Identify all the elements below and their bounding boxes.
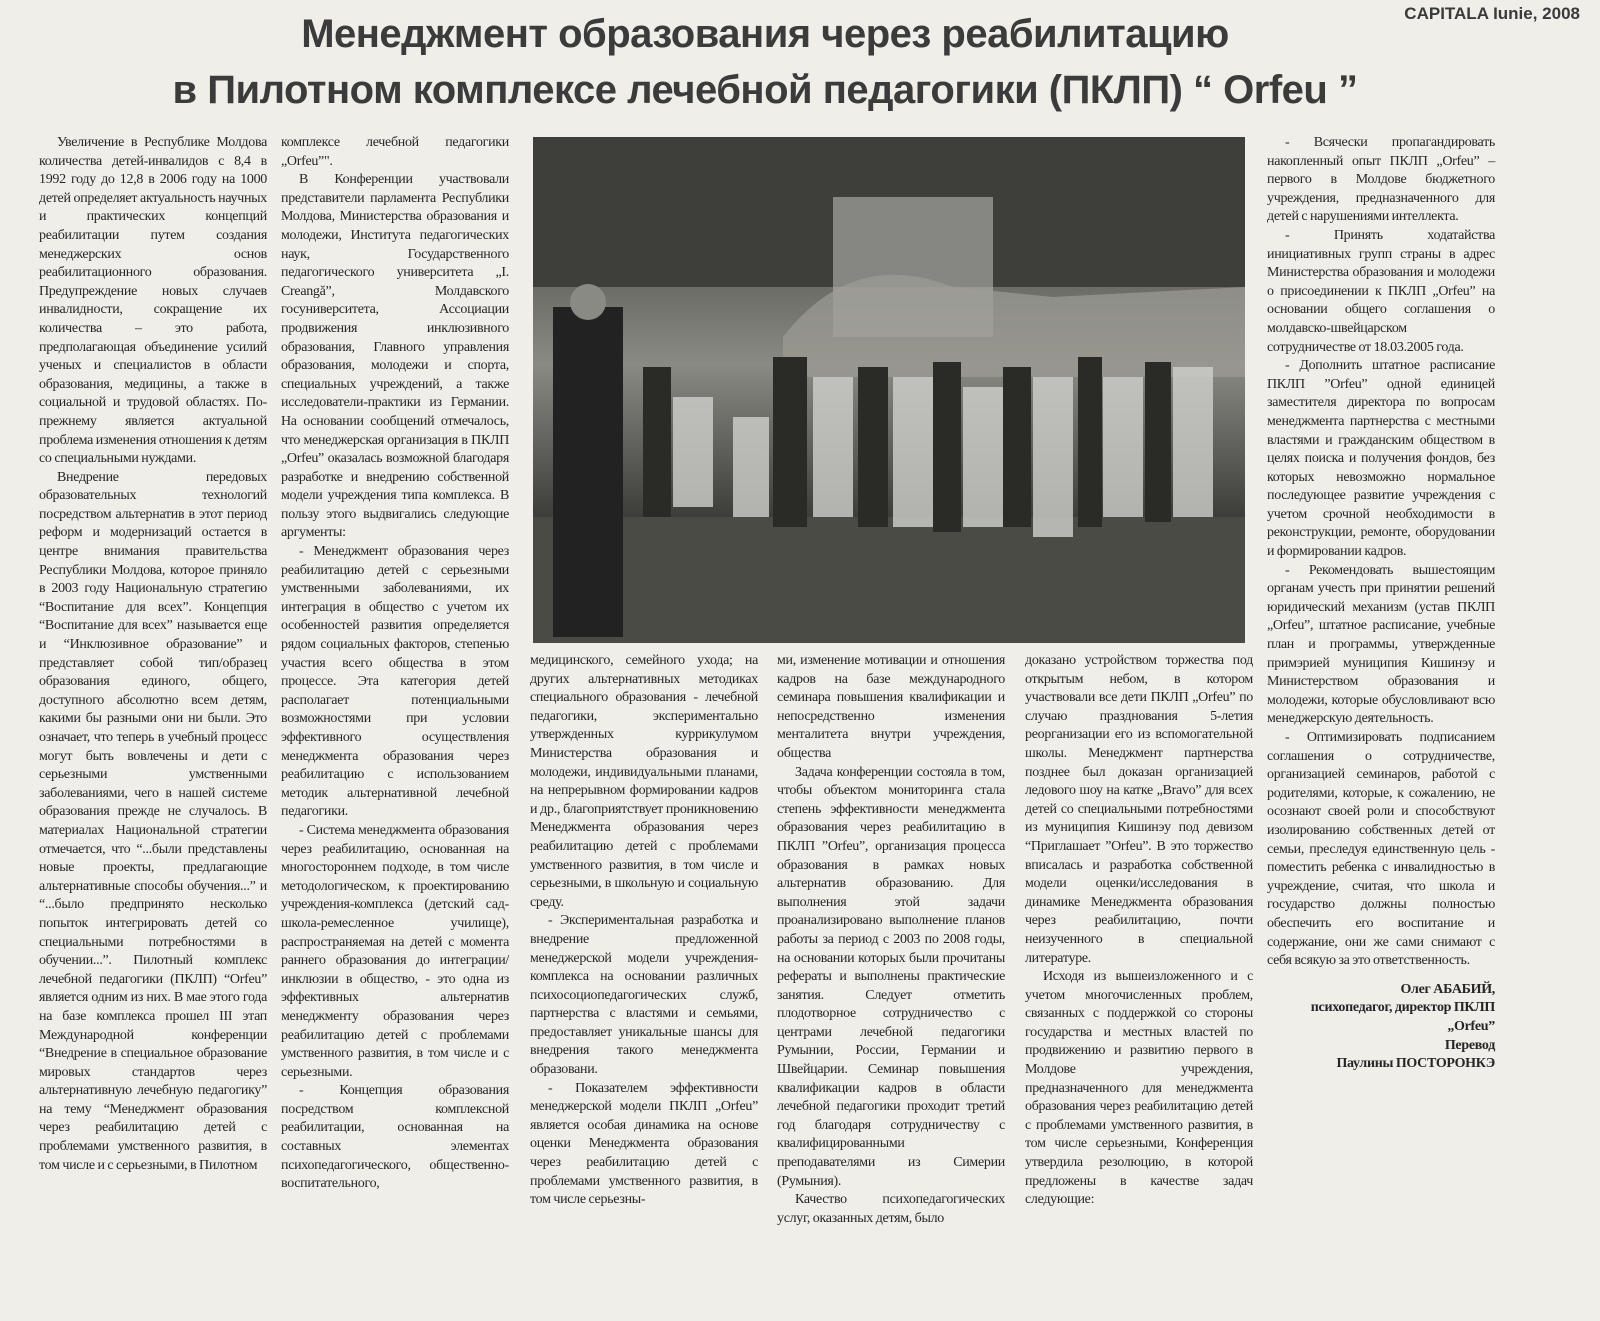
- masthead: CAPITALA Iunie, 2008: [1404, 4, 1580, 23]
- article-column-2: [281, 134, 509, 1194]
- headline-line-1: Менеджмент образования через реабилитацию: [301, 12, 1229, 56]
- author-signature: [1267, 981, 1495, 1074]
- paragraph: Задача конференции состояла в том, чтобы объектом мониторинга стала степень эффективности менеджмента образования через реабилитацию в ПКЛП ”Orfeu”, организация процесса образования в рамках новых альтернатив образованию. Для выполнения этой задачи проанализировано выполнение планов работы за период с 2003 по 2008 годы, на основании которых были прочитаны рефераты и выполнены практические занятия. Следует отметить плодотворное сотрудничество с центрами лечебной педагогики Румынии, России, Германии и Швейцарии. Семинар повышения квалификации кадров в области лечебной педагогики проходит третий год благодаря сотрудничеству с квалифицированными преподавателями из Симерии (Румыния).: [777, 764, 1005, 1189]
- paragraph: - Концепция образования посредством комплексной реабилитации, основанная на составных элементах психопедагогического, общественно-воспитательного,: [281, 1083, 509, 1192]
- article-column-4: [777, 652, 1005, 1228]
- paragraph: - Экспериментальная разработка и внедрение предложенной менеджерской модели учреждения-комплекса на основании различных психосоциопедагогических служб, партнерства с властями и семьями, предоставляет уникальные шансы для внедрения такого менеджмента образовани.: [530, 913, 758, 1078]
- paragraph: доказано устройством торжества под открытым небом, в котором участвовали все дети ПКЛП „Orfeu” по случаю празднования 5-летия реорганизации его из вспомогательной школы. Менеджмент партнерства позднее был доказан организацией ледового шоу на катке „Bravo” для всех детей со специальными потребностями из муниципия Кишинэу под девизом “Приглашает ”Orfeu”. В это торжество вписалась и разработка собственной модели оценки/исследования в динамике Менеджмента образования через реабилитацию, почти неизученного в специальной литературе.: [1025, 653, 1253, 966]
- author-name: Олег АБАБИЙ,: [1400, 981, 1495, 997]
- group-photo-image: [533, 137, 1245, 643]
- paragraph: Увеличение в Республике Молдова количества детей-инвалидов с 8,4 в 1992 году до 12,8 в 2006 году на 1000 детей определяет актуальность научных и практических концепций реабилитации путем создания менеджерских основ реабилитационного образования. Предупреждение новых случаев инвалидности, сокращение их количества – это работа, предполагающая объединение усилий ученых и специалистов в области образования, медицины, а также в социальной и трудовой областях. По-прежнему является актуальной проблема изменения отношения к детям со специальными нуждами.: [39, 135, 267, 467]
- group-photo: [533, 137, 1245, 643]
- paragraph: ми, изменение мотивации и отношения кадров на базе международного семинара повышения квалификации и непосредственно изменения менталитета внутри учреждения, общества: [777, 653, 1005, 761]
- paragraph: - Рекомендовать вышестоящим органам учесть при принятии решений юридический механизм (устав ПКЛП „Orfeu”, штатное расписание, учебные план и программы, утвержденные примэрией муниципия Кишинэу и Министерством образования и молодежи, которые обусловливают всю менеджерскую деятельность.: [1267, 562, 1495, 727]
- paragraph: - Менеджмент образования через реабилитацию детей с серьезными умственными заболеваниями, их интеграция в общество с учетом их особенностей развития определяется рядом социальных факторов, степенью участия всего общества в этом процессе. Эта категория детей располагает потенциальными возможностями при условии эффективного осуществления менеджмента образования через реабилитацию с использованием методик альтернативной лечебной педагогики.: [281, 544, 509, 820]
- paragraph: медицинского, семейного ухода; на других альтернативных методиках специального образования - лечебной педагогики, экспериментально утвержденных куррикулумом Министерства образования и молодежи, индивидуальными планами, на непрерывном формировании кадров и др., благоприятствует проникновению Менеджмента образования через реабилитацию детей с проблемами умственного развития, в том числе и серьезными, в школьную и социальную среду.: [530, 653, 758, 910]
- paragraph: - Дополнить штатное расписание ПКЛП ”Orfeu” одной единицей заместителя директора по вопросам менеджмента партнерства с местными властями и гражданским обществом в целях поиска и получения фондов, без которых невозможно нормальное последующее развитие учреждения с учетом срочной необходимости в реконструкции, ремонте, оборудовании и формировании кадров.: [1267, 358, 1495, 560]
- translator-name: Паулины ПОСТОРОНКЭ: [1336, 1056, 1495, 1072]
- paragraph: - Показателем эффективности менеджерской модели ПКЛП „Orfeu” является особая динамика на основе оценки Менеджмента образования через реабилитацию детей с проблемами умственного развития, в том числе серьезны-: [530, 1080, 758, 1208]
- translation-label: Перевод: [1444, 1037, 1495, 1053]
- paragraph: В Конференции участвовали представители парламента Республики Молдова, Министерства образования и молодежи, Института педагогических наук, Государственного педагогического университета „I. Creangă”, Молдавского госуниверситета, Ассоциации продвижения инклюзивного образования, Главного управления образования, молодежи и спорта, специальных учреждений, а также исследователи-практики из Германии. На основании сообщений отмечалось, что менеджерская организация в ПКЛП „Orfeu” оказалась возможной благодаря разработке и внедрению собственной модели учреждения типа комплекса. В пользу этого выдвигались следующие аргументы:: [281, 172, 509, 541]
- paragraph: - Система менеджмента образования через реабилитацию, основанная на многостороннем подходе, в том числе методологическом, к проектированию учреждения-комплекса (детский сад-школа-ремесленное училище), распространяемая на детей с момента раннего образования до интеграции/инклюзии в общество, - это одна из эффективных альтернатив менеджменту образования через реабилитацию детей с проблемами умственного развития, в том числе и с серьезными.: [281, 822, 509, 1080]
- paragraph: Внедрение передовых образовательных технологий посредством альтернатив в этот период реформ и модернизаций остается в центре внимания правительства Республики Молдова, которое приняло в 2003 году Национальную стратегию “Воспитание для всех”. Концепция “Воспитание для всех” называется еще и “Инклюзивное образование” и представляет собой тип/образец образования единого, общего, доступного абсолютно всем детям, какими бы разными они ни были. Это означает, что теперь в учебный процесс могут быть вовлечены и дети с серьезными умственными заболеваниями, чего в нашей системе образования прежде не случалось. В материалах Национальной стратегии отмечается, что “...были представлены новые проекты, предлагающие альтернативные способы обучения...” и “...было предпринято несколько попыток интегрировать детей со специальными потребностями в обучении...”. Пилотный комплекс лечебной педагогики (ПКЛП) “Orfeu” является одним из них. В мае этого года на базе комплекса прошел III этап Международной конференции “Внедрение в специальное образование мировых стандартов через альтернативную лечебную педагогику” на тему “Менеджмент образования через реабилитацию детей с проблемами умственного развития, в том числе и с серьезными, в Пилотном: [39, 469, 267, 1173]
- paragraph: комплексе лечебной педагогики „Orfeu”".: [281, 135, 509, 169]
- article-column-5: [1025, 652, 1253, 1210]
- article-column-1: [39, 134, 267, 1175]
- paragraph: - Принять ходатайства инициативных групп страны в адрес Министерства образования и молодежи о присоединении к ПКЛП „Orfeu” на основании общего соглашения о молдавско-швейцарском сотрудничестве от 18.03.2005 года.: [1267, 227, 1495, 355]
- article-column-3: [530, 652, 758, 1210]
- paragraph: - Всячески пропагандировать накопленный опыт ПКЛП „Orfeu” – первого в Молдове бюджетного учреждения, предназначенного для детей с нарушениями интеллекта.: [1267, 135, 1495, 225]
- headline-line-2: в Пилотном комплексе лечебной педагогики (ПКЛП) “ Orfeu ”: [172, 68, 1358, 112]
- paragraph: Исходя из вышеизложенного и с учетом многочисленных проблем, связанных с поддержкой со стороны государства и местных властей по продвижению и развитию первого в Молдове учреждения, предназначенного для менеджмента образования через реабилитацию детей с проблемами умственного развития, в том числе серьезными, Конференция утвердила резолюцию, в которой предложены в качестве задач следующие:: [1025, 969, 1253, 1208]
- paragraph: Качество психопедагогических услуг, оказанных детям, было: [777, 1192, 1005, 1226]
- article-column-6: [1267, 134, 1495, 1074]
- paragraph: - Оптимизировать подписанием соглашения о сотрудничестве, организацией семинаров, работой с родителями, которые, к сожалению, не осознают своей роли и способствуют изолированию собственных детей от семьи, преследуя единственную цель - поместить ребенка с инвалидностью в учреждение, считая, что школа и государство должны полностью обеспечить его воспитание и содержание, они же сами снимают с себя всякую за это ответственность.: [1267, 730, 1495, 969]
- author-position: психопедагог, директор ПКЛП „Orfeu”: [1310, 1000, 1495, 1034]
